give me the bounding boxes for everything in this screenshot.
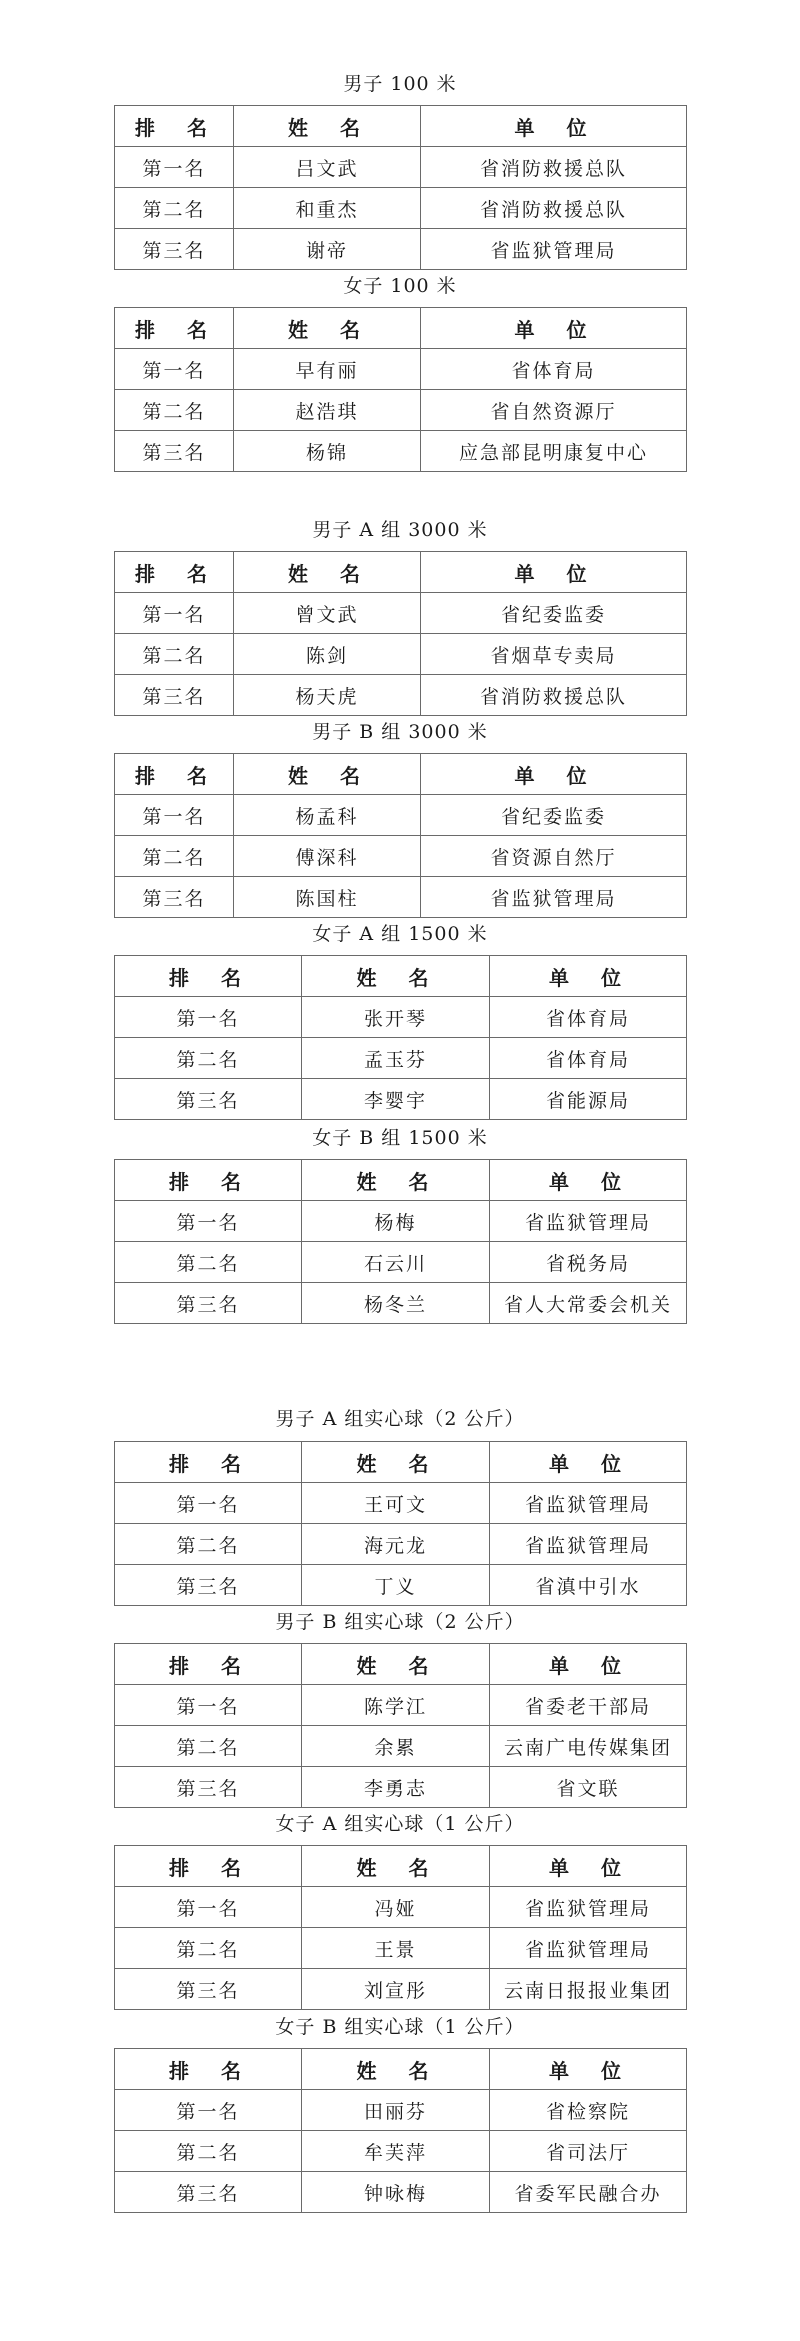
results-table	[114, 307, 687, 472]
table-row	[115, 634, 687, 675]
name-cell: 孟玉芬	[302, 1038, 490, 1079]
name-header: 姓 名	[302, 956, 490, 997]
unit-cell: 省监狱管理局	[421, 877, 687, 918]
name-header: 姓 名	[234, 552, 421, 593]
unit-cell: 省烟草专卖局	[421, 634, 687, 675]
unit-header: 单 位	[490, 1160, 687, 1201]
table-row	[115, 1483, 687, 1524]
unit-cell: 省税务局	[490, 1242, 687, 1283]
name-cell: 赵浩琪	[234, 390, 421, 431]
name-cell: 丁义	[302, 1565, 490, 1606]
results-table	[114, 1643, 687, 1808]
unit-cell: 省体育局	[421, 349, 687, 390]
table-row	[115, 1969, 687, 2010]
name-cell: 李勇志	[302, 1767, 490, 1808]
table-header-row	[115, 1644, 687, 1685]
table-header-row	[115, 1160, 687, 1201]
table-header-row	[115, 1442, 687, 1483]
unit-cell: 省消防救援总队	[421, 147, 687, 188]
results-table	[114, 1159, 687, 1324]
unit-header: 单 位	[421, 754, 687, 795]
rank-cell: 第二名	[115, 634, 234, 675]
name-header: 姓 名	[234, 308, 421, 349]
unit-cell: 省纪委监委	[421, 593, 687, 634]
name-cell: 曾文武	[234, 593, 421, 634]
table-row	[115, 795, 687, 836]
section-title: 女子 A 组实心球（1 公斤）	[275, 1813, 525, 1835]
table-row	[115, 390, 687, 431]
table-row	[115, 2172, 687, 2213]
name-header: 姓 名	[302, 1442, 490, 1483]
rank-cell: 第三名	[115, 675, 234, 716]
table-row	[115, 1685, 687, 1726]
rank-header: 排 名	[115, 956, 302, 997]
table-row	[115, 1283, 687, 1324]
rank-cell: 第二名	[115, 1242, 302, 1283]
name-cell: 王景	[302, 1928, 490, 1969]
rank-cell: 第三名	[115, 1283, 302, 1324]
table-row	[115, 2131, 687, 2172]
name-cell: 谢帝	[234, 229, 421, 270]
rank-header: 排 名	[115, 754, 234, 795]
section-title: 女子 A 组 1500 米	[312, 923, 488, 945]
unit-cell: 省监狱管理局	[490, 1887, 687, 1928]
rank-cell: 第三名	[115, 229, 234, 270]
table-header-row	[115, 106, 687, 147]
section-title: 女子 B 组 1500 米	[312, 1127, 488, 1149]
rank-cell: 第一名	[115, 2090, 302, 2131]
unit-cell: 省纪委监委	[421, 795, 687, 836]
rank-cell: 第一名	[115, 795, 234, 836]
section-title: 女子 100 米	[343, 275, 457, 297]
name-cell: 吕文武	[234, 147, 421, 188]
rank-cell: 第三名	[115, 1969, 302, 2010]
table-row	[115, 593, 687, 634]
name-cell: 和重杰	[234, 188, 421, 229]
unit-cell: 省委老干部局	[490, 1685, 687, 1726]
unit-cell: 省监狱管理局	[490, 1524, 687, 1565]
name-header: 姓 名	[234, 754, 421, 795]
table-row	[115, 1928, 687, 1969]
table-header-row	[115, 2049, 687, 2090]
unit-header: 单 位	[490, 2049, 687, 2090]
section-title: 男子 A 组 3000 米	[312, 519, 488, 541]
name-cell: 杨孟科	[234, 795, 421, 836]
table-row	[115, 997, 687, 1038]
rank-cell: 第三名	[115, 1565, 302, 1606]
unit-cell: 省资源自然厅	[421, 836, 687, 877]
rank-header: 排 名	[115, 1644, 302, 1685]
table-header-row	[115, 754, 687, 795]
unit-cell: 省文联	[490, 1767, 687, 1808]
table-header-row	[115, 308, 687, 349]
unit-cell: 省委军民融合办	[490, 2172, 687, 2213]
rank-header: 排 名	[115, 552, 234, 593]
name-cell: 田丽芬	[302, 2090, 490, 2131]
table-row	[115, 229, 687, 270]
rank-cell: 第二名	[115, 1928, 302, 1969]
rank-cell: 第二名	[115, 2131, 302, 2172]
name-cell: 王可文	[302, 1483, 490, 1524]
table-row	[115, 2090, 687, 2131]
rank-header: 排 名	[115, 2049, 302, 2090]
section-title: 男子 B 组实心球（2 公斤）	[275, 1611, 525, 1633]
name-cell: 陈学江	[302, 1685, 490, 1726]
name-cell: 杨冬兰	[302, 1283, 490, 1324]
unit-cell: 省监狱管理局	[421, 229, 687, 270]
section-title: 男子 100 米	[343, 73, 457, 95]
table-row	[115, 1038, 687, 1079]
unit-header: 单 位	[490, 1644, 687, 1685]
table-row	[115, 1079, 687, 1120]
unit-cell: 省人大常委会机关	[490, 1283, 687, 1324]
results-table	[114, 753, 687, 918]
name-header: 姓 名	[234, 106, 421, 147]
name-cell: 杨梅	[302, 1201, 490, 1242]
rank-header: 排 名	[115, 106, 234, 147]
name-cell: 余累	[302, 1726, 490, 1767]
table-row	[115, 1524, 687, 1565]
unit-cell: 云南日报报业集团	[490, 1969, 687, 2010]
rank-cell: 第一名	[115, 1483, 302, 1524]
table-row	[115, 1242, 687, 1283]
unit-cell: 省滇中引水	[490, 1565, 687, 1606]
name-cell: 傅深科	[234, 836, 421, 877]
table-row	[115, 836, 687, 877]
name-cell: 钟咏梅	[302, 2172, 490, 2213]
rank-cell: 第二名	[115, 1038, 302, 1079]
table-header-row	[115, 956, 687, 997]
unit-cell: 省监狱管理局	[490, 1201, 687, 1242]
unit-cell: 省消防救援总队	[421, 188, 687, 229]
rank-cell: 第一名	[115, 1201, 302, 1242]
name-header: 姓 名	[302, 1160, 490, 1201]
unit-cell: 省消防救援总队	[421, 675, 687, 716]
section-title: 男子 A 组实心球（2 公斤）	[275, 1408, 525, 1430]
table-header-row	[115, 552, 687, 593]
name-cell: 杨天虎	[234, 675, 421, 716]
rank-cell: 第二名	[115, 390, 234, 431]
unit-cell: 省能源局	[490, 1079, 687, 1120]
table-row	[115, 349, 687, 390]
rank-header: 排 名	[115, 308, 234, 349]
table-row	[115, 675, 687, 716]
rank-header: 排 名	[115, 1846, 302, 1887]
name-header: 姓 名	[302, 1644, 490, 1685]
name-cell: 杨锦	[234, 431, 421, 472]
name-cell: 海元龙	[302, 1524, 490, 1565]
unit-header: 单 位	[421, 552, 687, 593]
unit-header: 单 位	[421, 308, 687, 349]
unit-header: 单 位	[490, 956, 687, 997]
rank-cell: 第三名	[115, 877, 234, 918]
table-header-row	[115, 1846, 687, 1887]
rank-cell: 第二名	[115, 836, 234, 877]
table-row	[115, 1565, 687, 1606]
name-cell: 早有丽	[234, 349, 421, 390]
unit-cell: 云南广电传媒集团	[490, 1726, 687, 1767]
results-table	[114, 105, 687, 270]
rank-cell: 第三名	[115, 1079, 302, 1120]
results-table	[114, 551, 687, 716]
name-cell: 张开琴	[302, 997, 490, 1038]
unit-cell: 应急部昆明康复中心	[421, 431, 687, 472]
results-table	[114, 2048, 687, 2213]
name-cell: 牟芙萍	[302, 2131, 490, 2172]
unit-cell: 省检察院	[490, 2090, 687, 2131]
name-cell: 刘宣彤	[302, 1969, 490, 2010]
unit-cell: 省监狱管理局	[490, 1928, 687, 1969]
results-table	[114, 1845, 687, 2010]
rank-cell: 第三名	[115, 1767, 302, 1808]
table-row	[115, 877, 687, 918]
table-row	[115, 431, 687, 472]
table-row	[115, 147, 687, 188]
unit-cell: 省自然资源厅	[421, 390, 687, 431]
rank-cell: 第二名	[115, 188, 234, 229]
table-row	[115, 1201, 687, 1242]
rank-header: 排 名	[115, 1160, 302, 1201]
name-cell: 石云川	[302, 1242, 490, 1283]
rank-cell: 第一名	[115, 1887, 302, 1928]
name-cell: 冯娅	[302, 1887, 490, 1928]
name-cell: 陈国柱	[234, 877, 421, 918]
table-row	[115, 1726, 687, 1767]
section-title: 男子 B 组 3000 米	[312, 721, 488, 743]
table-row	[115, 1767, 687, 1808]
rank-cell: 第三名	[115, 2172, 302, 2213]
table-row	[115, 1887, 687, 1928]
rank-cell: 第三名	[115, 431, 234, 472]
rank-cell: 第一名	[115, 1685, 302, 1726]
rank-cell: 第二名	[115, 1726, 302, 1767]
rank-cell: 第一名	[115, 593, 234, 634]
name-header: 姓 名	[302, 1846, 490, 1887]
rank-header: 排 名	[115, 1442, 302, 1483]
results-table	[114, 1441, 687, 1606]
unit-header: 单 位	[490, 1442, 687, 1483]
rank-cell: 第一名	[115, 997, 302, 1038]
unit-header: 单 位	[421, 106, 687, 147]
unit-cell: 省监狱管理局	[490, 1483, 687, 1524]
rank-cell: 第一名	[115, 349, 234, 390]
unit-cell: 省体育局	[490, 1038, 687, 1079]
results-table	[114, 955, 687, 1120]
table-row	[115, 188, 687, 229]
name-cell: 李婴宇	[302, 1079, 490, 1120]
unit-cell: 省司法厅	[490, 2131, 687, 2172]
section-title: 女子 B 组实心球（1 公斤）	[275, 2016, 525, 2038]
rank-cell: 第一名	[115, 147, 234, 188]
rank-cell: 第二名	[115, 1524, 302, 1565]
unit-header: 单 位	[490, 1846, 687, 1887]
unit-cell: 省体育局	[490, 997, 687, 1038]
name-header: 姓 名	[302, 2049, 490, 2090]
name-cell: 陈剑	[234, 634, 421, 675]
